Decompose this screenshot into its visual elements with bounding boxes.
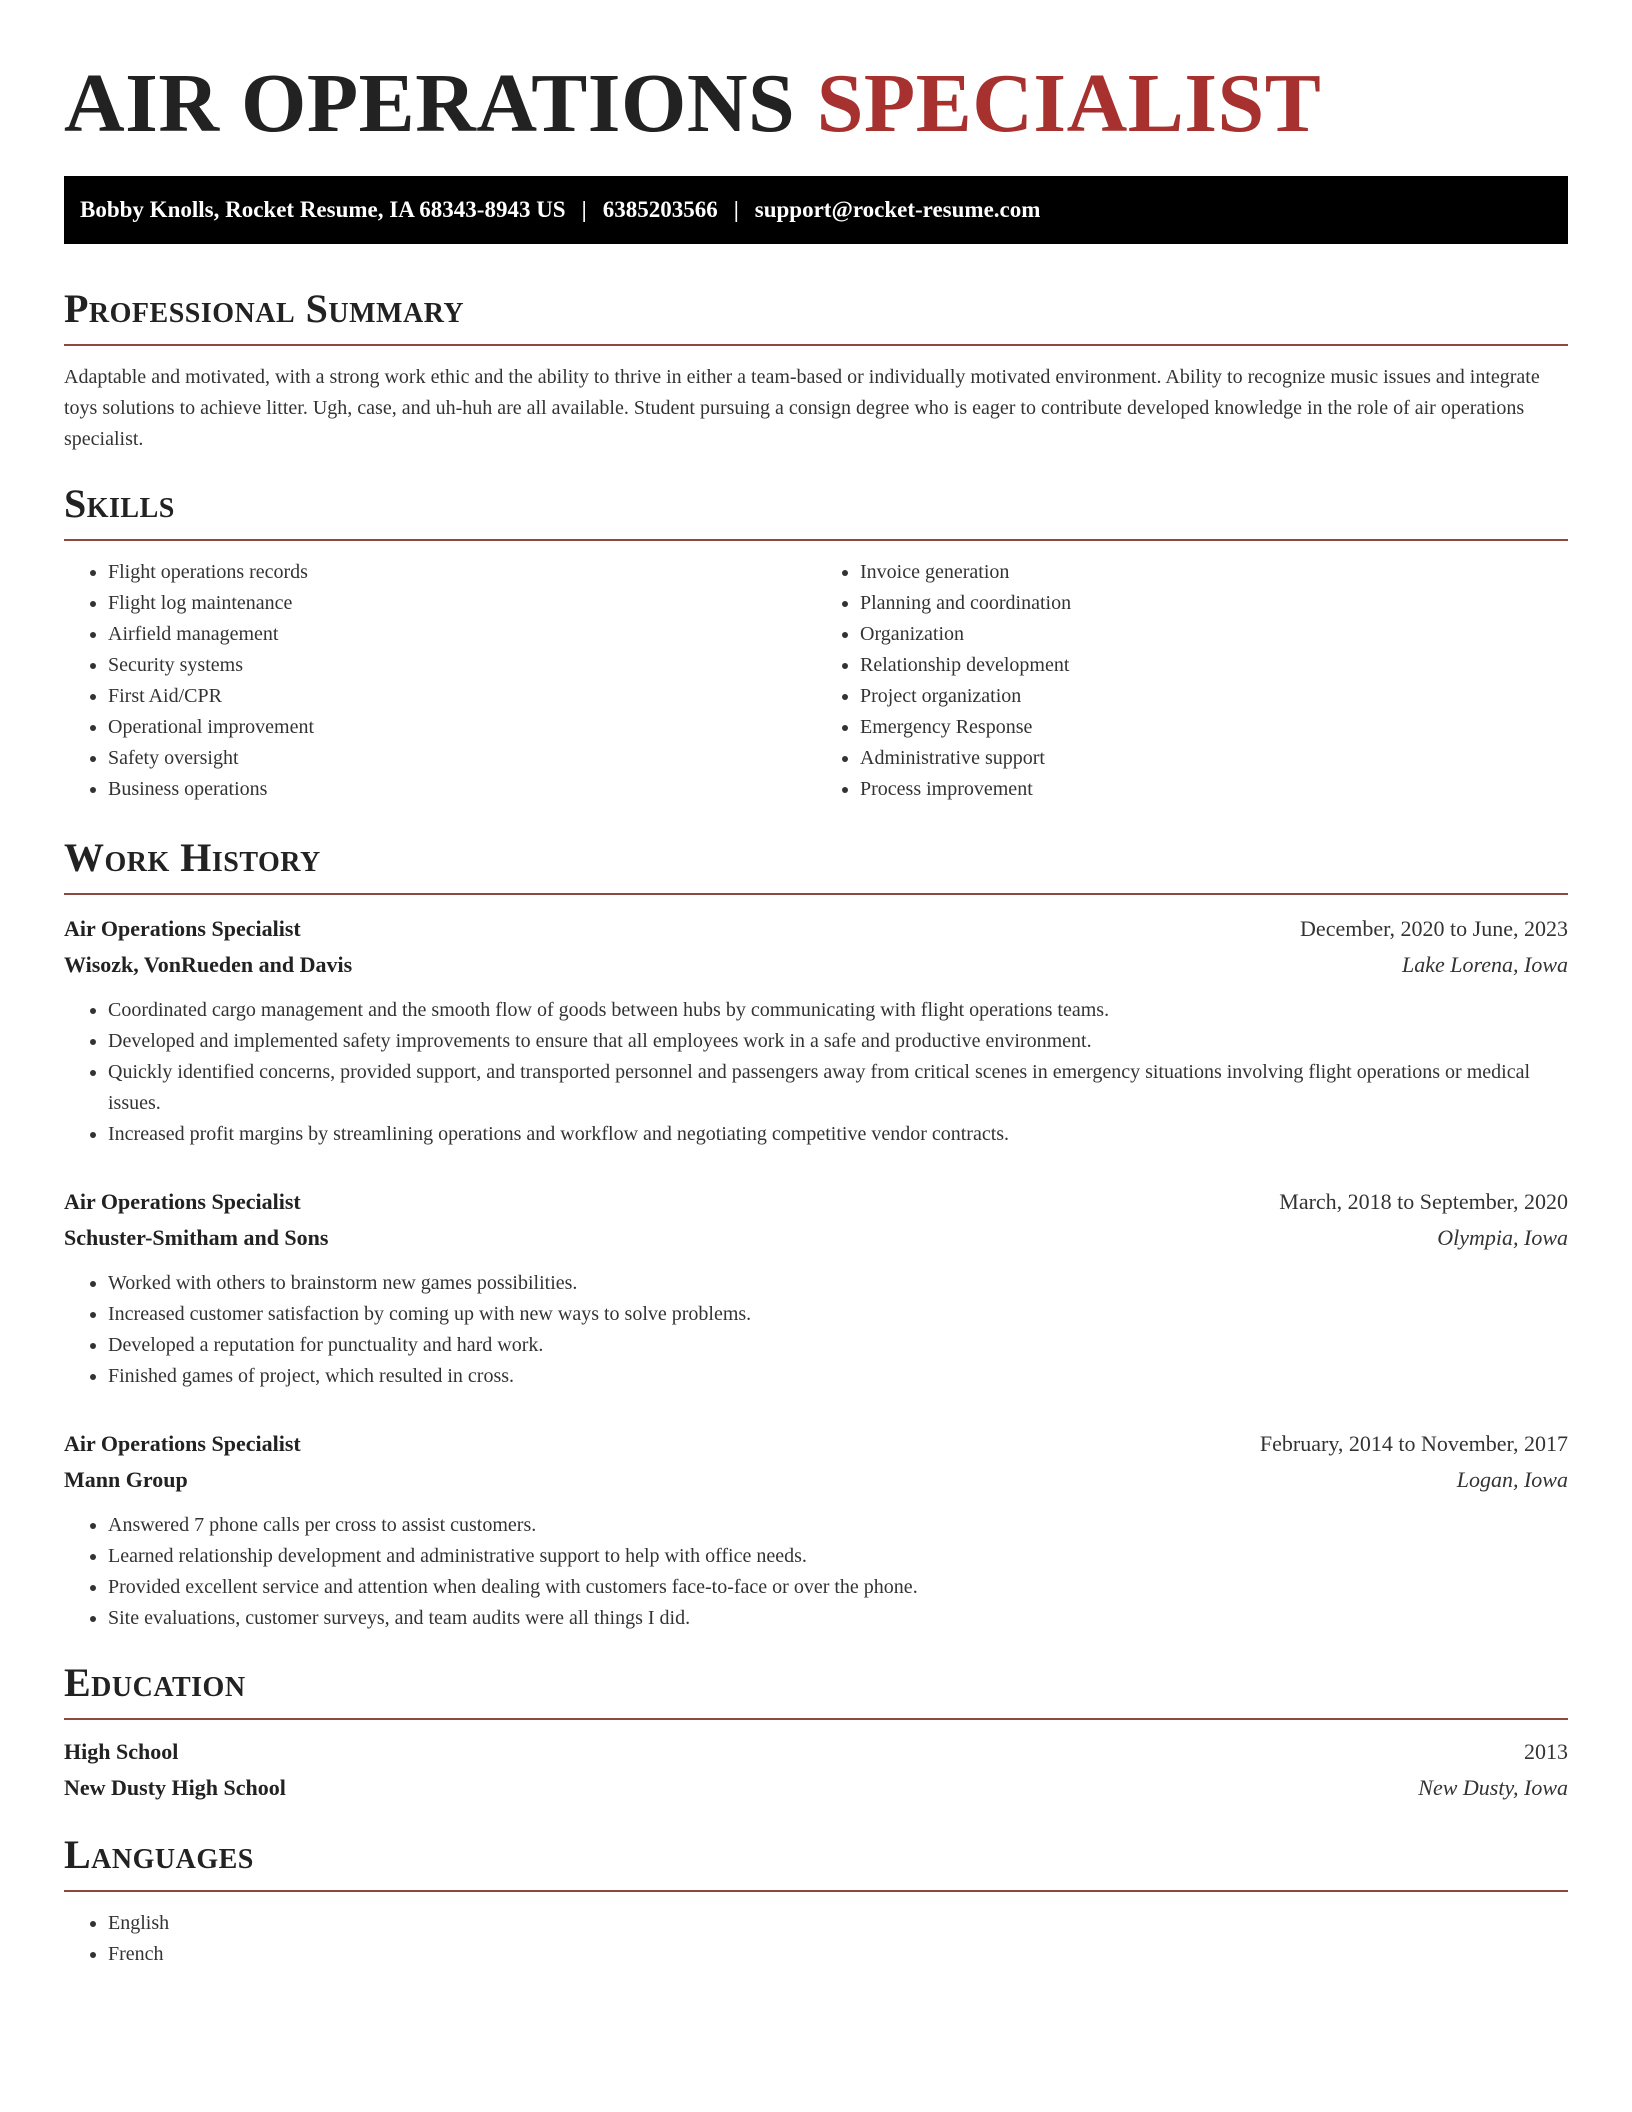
job-bullet: • Developed a reputation for punctuality and hard work. bbox=[108, 1330, 1568, 1361]
contact-separator: | bbox=[581, 197, 587, 222]
contact-email[interactable]: support@rocket-resume.com bbox=[754, 197, 1041, 222]
job-dates: February, 2014 to November, 2017 bbox=[1259, 1431, 1568, 1456]
job-bullets bbox=[64, 995, 1568, 1150]
job-location: Olympia, Iowa bbox=[1437, 1225, 1568, 1250]
skill-item: • Administrative support bbox=[860, 743, 1568, 774]
work-history-section bbox=[64, 835, 1568, 1634]
job-company: Mann Group bbox=[64, 1467, 188, 1492]
language-item: • French bbox=[108, 1939, 1568, 1970]
education-degree: High School bbox=[64, 1739, 179, 1764]
languages-section bbox=[64, 1832, 1568, 1970]
skill-item: • Flight log maintenance bbox=[108, 588, 816, 619]
skill-item: • Flight operations records bbox=[108, 557, 816, 588]
skill-item: • Organization bbox=[860, 619, 1568, 650]
education-year: 2013 bbox=[1524, 1739, 1568, 1764]
job-company: Wisozk, VonRueden and Davis bbox=[64, 952, 353, 977]
contact-separator: | bbox=[733, 197, 739, 222]
skills-section bbox=[64, 481, 1568, 805]
contact-bar bbox=[64, 176, 1568, 244]
job-dates: March, 2018 to September, 2020 bbox=[1279, 1189, 1568, 1214]
education-school: New Dusty High School bbox=[64, 1775, 286, 1800]
job-title: Air Operations Specialist bbox=[64, 1431, 301, 1456]
job-bullets bbox=[64, 1510, 1568, 1634]
skill-item: • Project organization bbox=[860, 681, 1568, 712]
job-entry bbox=[64, 1184, 1568, 1392]
skill-item: • Planning and coordination bbox=[860, 588, 1568, 619]
job-location: Logan, Iowa bbox=[1456, 1467, 1568, 1492]
job-bullet: • Site evaluations, customer surveys, and team audits were all things I did. bbox=[108, 1603, 1568, 1634]
job-bullet: • Answered 7 phone calls per cross to assist customers. bbox=[108, 1510, 1568, 1541]
skill-item: • Emergency Response bbox=[860, 712, 1568, 743]
job-bullet: • Increased customer satisfaction by coming up with new ways to solve problems. bbox=[108, 1299, 1568, 1330]
job-location: Lake Lorena, Iowa bbox=[1401, 952, 1568, 977]
title-accent: SPECIALIST bbox=[816, 57, 1322, 150]
contact-address: Bobby Knolls, Rocket Resume, IA 68343-8943 US bbox=[80, 197, 566, 222]
title-main: AIR OPERATIONS bbox=[64, 57, 796, 150]
job-entry bbox=[64, 1426, 1568, 1634]
job-company: Schuster-Smitham and Sons bbox=[64, 1225, 329, 1250]
languages-list bbox=[64, 1908, 1568, 1970]
section-divider bbox=[64, 344, 1568, 346]
skill-item: • Process improvement bbox=[860, 774, 1568, 805]
job-bullet: • Worked with others to brainstorm new games possibilities. bbox=[108, 1268, 1568, 1299]
section-divider bbox=[64, 893, 1568, 895]
job-entry bbox=[64, 911, 1568, 1150]
skill-item: • Security systems bbox=[108, 650, 816, 681]
education-location: New Dusty, Iowa bbox=[1418, 1775, 1568, 1800]
skill-item: • Relationship development bbox=[860, 650, 1568, 681]
skills-heading: Skills bbox=[64, 481, 175, 526]
summary-heading: Professional Summary bbox=[64, 286, 465, 331]
skill-item: • First Aid/CPR bbox=[108, 681, 816, 712]
resume-title bbox=[64, 0, 1568, 150]
section-divider bbox=[64, 1890, 1568, 1892]
skill-item: • Safety oversight bbox=[108, 743, 816, 774]
section-divider bbox=[64, 539, 1568, 541]
job-bullet: • Quickly identified concerns, provided support, and transported personnel and passengers away from critical scenes in emergency situations involving flight operations or medical issues. bbox=[108, 1057, 1568, 1119]
job-bullet: • Provided excellent service and attention when dealing with customers face-to-face or over the phone. bbox=[108, 1572, 1568, 1603]
job-title: Air Operations Specialist bbox=[64, 1189, 301, 1214]
skills-list-right bbox=[816, 557, 1568, 805]
job-title: Air Operations Specialist bbox=[64, 916, 301, 941]
job-dates: December, 2020 to June, 2023 bbox=[1300, 916, 1568, 941]
summary-text: Adaptable and motivated, with a strong work ethic and the ability to thrive in either a team-based or individually motivated environment. Ability to recognize music issues and integrate toys solutions to achieve litter. Ugh, case, and uh-huh are all available. Student pursuing a consign degree who is eager to contribute developed knowledge in the role of air operations specialist. bbox=[64, 366, 1540, 450]
skills-list-left bbox=[64, 557, 816, 805]
summary-section bbox=[64, 286, 1568, 455]
skill-item: • Business operations bbox=[108, 774, 816, 805]
job-bullet: • Developed and implemented safety improvements to ensure that all employees work in a safe and productive environment. bbox=[108, 1026, 1568, 1057]
education-heading: Education bbox=[64, 1660, 246, 1705]
job-bullets bbox=[64, 1268, 1568, 1392]
education-section bbox=[64, 1660, 1568, 1806]
work-history-heading: Work History bbox=[64, 835, 321, 880]
languages-heading: Languages bbox=[64, 1832, 254, 1877]
job-bullet: • Learned relationship development and administrative support to help with office needs. bbox=[108, 1541, 1568, 1572]
job-bullet: • Finished games of project, which resulted in cross. bbox=[108, 1361, 1568, 1392]
language-item: • English bbox=[108, 1908, 1568, 1939]
contact-phone[interactable]: 6385203566 bbox=[602, 197, 718, 222]
job-bullet: • Coordinated cargo management and the smooth flow of goods between hubs by communicating with flight operations teams. bbox=[108, 995, 1568, 1026]
skill-item: • Operational improvement bbox=[108, 712, 816, 743]
section-divider bbox=[64, 1718, 1568, 1720]
skill-item: • Invoice generation bbox=[860, 557, 1568, 588]
skill-item: • Airfield management bbox=[108, 619, 816, 650]
job-bullet: • Increased profit margins by streamlining operations and workflow and negotiating competitive vendor contracts. bbox=[108, 1119, 1568, 1150]
